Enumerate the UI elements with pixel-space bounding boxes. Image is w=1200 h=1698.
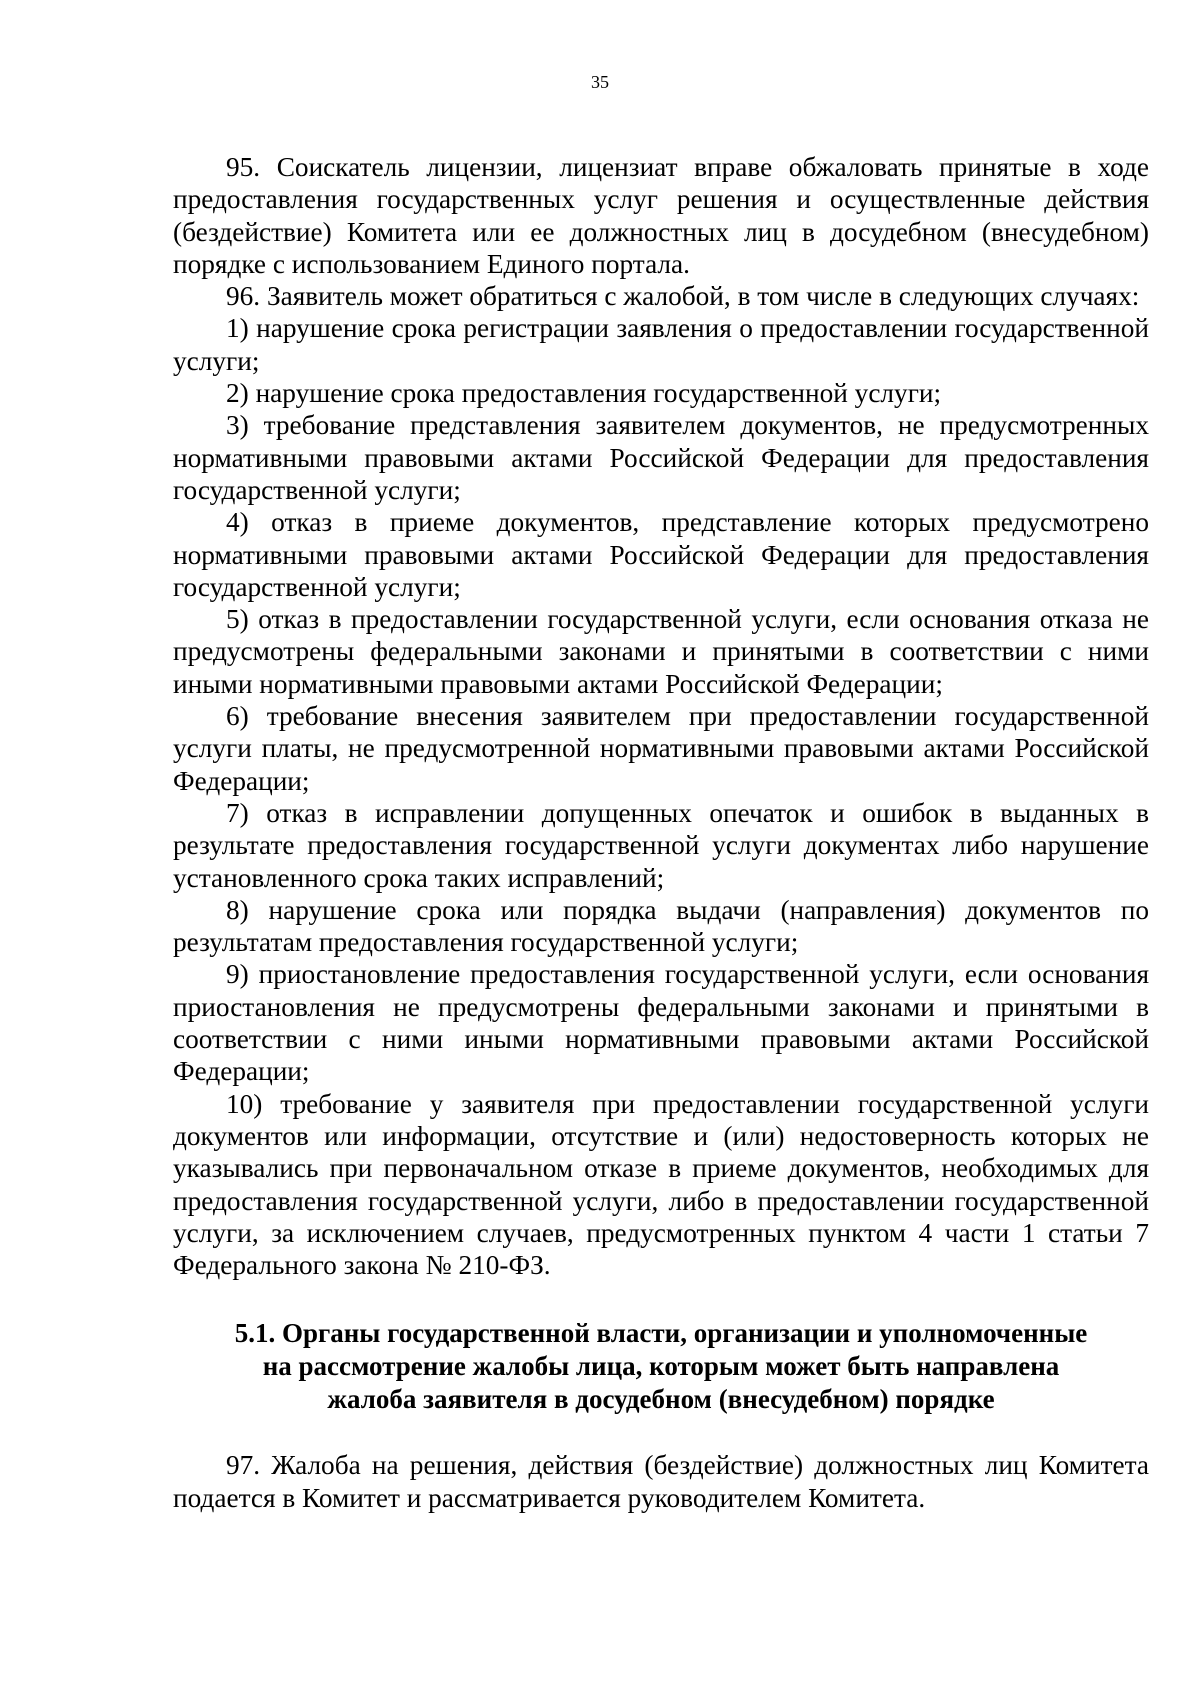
section-heading-line: на рассмотрение жалобы лица, которым может быть направлена <box>262 1351 1060 1382</box>
list-item-6: 6) требование внесения заявителем при предоставлении государственной услуги платы, не предусмотренной нормативными правовыми актами Российской Федерации; <box>173 701 1149 796</box>
list-item-8: 8) нарушение срока или порядка выдачи (направления) документов по результатам предоставления государственной услуги; <box>173 894 1149 958</box>
section-heading-line: жалоба заявителя в досудебном (внесудебном) порядке <box>327 1384 995 1415</box>
list-item-10: 10) требование у заявителя при предоставлении государственной услуги документов или информации, отсутствие и (или) недостоверность которых не указывались при первоначальном отказе в приеме документов, необходимых для предоставления государственной услуги, либо в предоставлении государственной услуги, за исключением случаев, предусмотренных пунктом 4 части 1 статьи 7 Федерального закона № 210-ФЗ. <box>173 1088 1149 1281</box>
list-item-3: 3) требование представления заявителем документов, не предусмотренных нормативными правовыми актами Российской Федерации для предоставления государственной услуги; <box>173 410 1149 505</box>
list-item-4: 4) отказ в приеме документов, представление которых предусмотрено нормативными правовыми актами Российской Федерации для предоставления государственной услуги; <box>173 507 1149 602</box>
document-body <box>173 151 1149 1514</box>
paragraph-97: 97. Жалоба на решения, действия (бездействие) должностных лиц Комитета подается в Комитет и рассматривается руководителем Комитета. <box>173 1450 1149 1513</box>
paragraph-96: 96. Заявитель может обратиться с жалобой, в том числе в следующих случаях: <box>226 281 1140 312</box>
list-item-9: 9) приостановление предоставления государственной услуги, если основания приостановления не предусмотрены федеральными законами и принятыми в соответствии с ними иными нормативными правовыми актами Российской Федерации; <box>173 959 1149 1087</box>
list-item-1: 1) нарушение срока регистрации заявления о предоставлении государственной услуги; <box>173 313 1149 376</box>
list-item-7: 7) отказ в исправлении допущенных опечаток и ошибок в выданных в результате предоставления государственной услуги документах либо нарушение установленного срока таких исправлений; <box>173 797 1149 893</box>
list-item-5: 5) отказ в предоставлении государственной услуги, если основания отказа не предусмотрены федеральными законами и принятыми в соответствии с ними иными нормативными правовыми актами Российской Федерации; <box>173 604 1149 699</box>
section-heading <box>173 1317 1149 1416</box>
list-item-2: 2) нарушение срока предоставления государственной услуги; <box>226 378 942 409</box>
section-heading-line: 5.1. Органы государственной власти, организации и уполномоченные <box>234 1318 1088 1349</box>
paragraph-95: 95. Соискатель лицензии, лицензиат вправе обжаловать принятые в ходе предоставления государственных услуг решения и осуществленные действия (бездействие) Комитета или ее должностных лиц в досудебном (внесудебном) порядке с использованием Единого портала. <box>173 152 1149 279</box>
page-number: 35 <box>591 72 609 92</box>
